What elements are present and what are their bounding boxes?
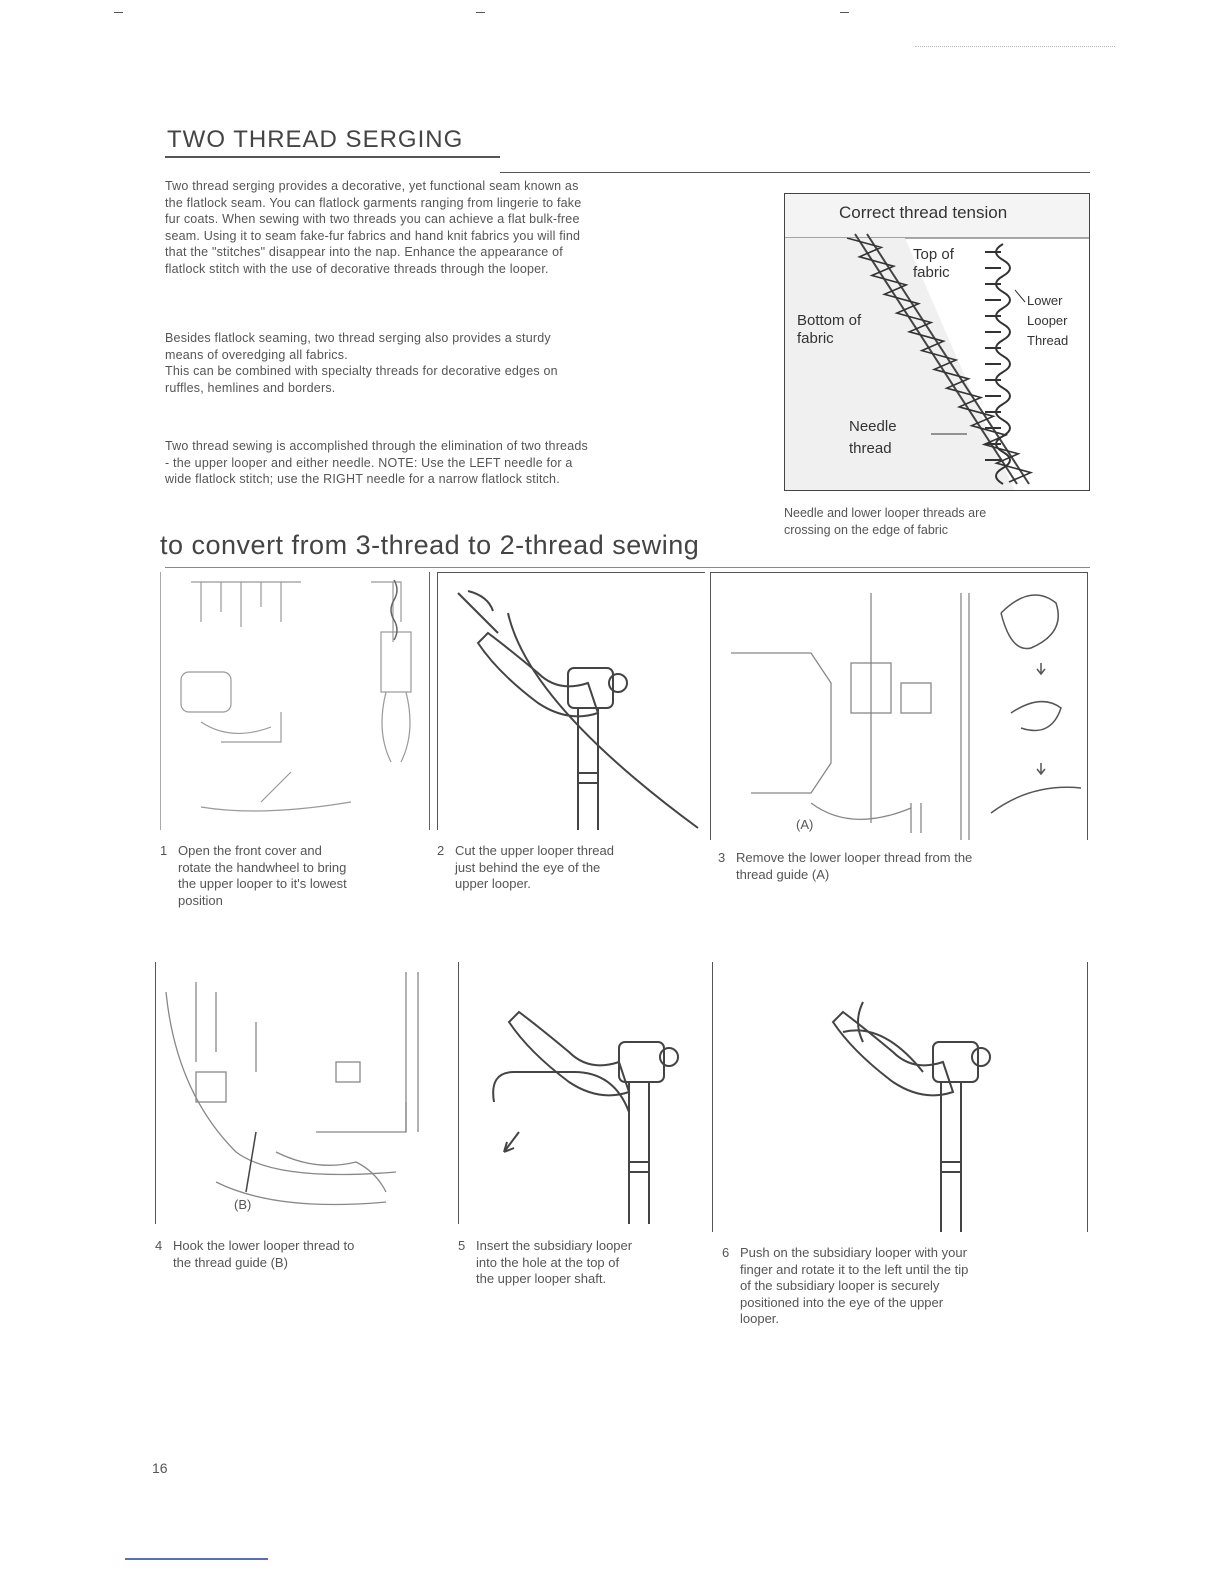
step-line: into the hole at the top of (476, 1254, 620, 1270)
figure-step-4 (155, 962, 455, 1224)
caption-line: Needle and lower looper threads are (784, 506, 987, 520)
step-line: thread guide (A) (736, 866, 830, 882)
step-line: Push on the subsidiary looper with your (740, 1245, 967, 1260)
figure-step-2 (437, 572, 705, 830)
tension-heading: Correct thread tension (839, 203, 1008, 222)
hook-thread-illustration (156, 962, 455, 1224)
label-lower-looper-1: Lower (1027, 293, 1063, 308)
figure-label-b: (B) (234, 1197, 252, 1212)
intro-line: seam. Using it to seam fake-fur fabrics and hand knit fabrics you will find (165, 228, 581, 243)
step-number: 2 (437, 843, 445, 858)
figure-step-6 (712, 962, 1088, 1232)
step-line: finger and rotate it to the left until the tip (740, 1261, 969, 1277)
title-rule (165, 156, 500, 158)
step-number: 6 (722, 1245, 730, 1260)
label-bottom-of-fabric-2: fabric (797, 330, 834, 347)
step-line: looper. (740, 1311, 780, 1326)
insert-subsidiary-looper-illustration (459, 962, 708, 1224)
intro-line: wide flatlock stitch; use the RIGHT needle for a narrow flatlock stitch. (165, 472, 560, 487)
step-line: Remove the lower looper thread from the (736, 850, 973, 865)
page-number: 16 (152, 1460, 168, 1476)
intro-line: Besides flatlock seaming, two thread serging also provides a sturdy (165, 331, 551, 345)
convert-rule (165, 567, 1090, 568)
step-number: 5 (458, 1238, 466, 1253)
header-rule (500, 172, 1090, 173)
intro-line: that the "stitches" disappear into the nap. Enhance the appearance of (165, 245, 563, 260)
figure-step-1 (160, 572, 430, 830)
label-needle-thread-2: thread (849, 440, 892, 457)
scan-mark (476, 12, 485, 13)
label-top-of-fabric-2: fabric (913, 264, 950, 281)
step-line: Cut the upper looper thread (455, 843, 614, 858)
step-line: rotate the handwheel to bring (178, 859, 347, 875)
step-line: upper looper. (455, 876, 531, 891)
page-title: TWO THREAD SERGING (167, 126, 464, 153)
scan-mark (840, 12, 849, 13)
rotate-subsidiary-looper-illustration (713, 962, 1088, 1232)
intro-line: Two thread serging provides a decorative, yet functional seam known as (165, 179, 579, 193)
figure-step-5 (458, 962, 708, 1224)
step-line: the upper looper to it's lowest (178, 876, 347, 891)
step-line: Hook the lower looper thread to (173, 1238, 355, 1253)
label-lower-looper-2: Looper (1027, 313, 1068, 328)
label-bottom-of-fabric-1: Bottom of (797, 312, 862, 329)
label-top-of-fabric-1: Top of (913, 246, 954, 263)
step-line: position (178, 892, 223, 908)
convert-heading: to convert from 3-thread to 2-thread sewing (160, 530, 700, 560)
label-needle-thread-1: Needle (849, 418, 897, 435)
step-number: 1 (160, 843, 168, 858)
step-line: Open the front cover and (178, 843, 322, 858)
tension-caption (784, 505, 1094, 539)
label-lower-looper-3: Thread (1027, 333, 1069, 348)
step-line: of the subsidiary looper is securely (740, 1278, 940, 1293)
scan-noise (915, 46, 1115, 47)
intro-line: the flatlock seam. You can flatlock garments ranging from lingerie to fake (165, 195, 582, 210)
intro-line: fur coats. When sewing with two threads you can achieve a flat bulk-free (165, 212, 580, 227)
intro-paragraph-3 (165, 438, 760, 488)
step-number: 4 (155, 1238, 163, 1253)
figure-step-3 (710, 572, 1088, 840)
cut-upper-looper-illustration (438, 573, 705, 830)
intro-line: Two thread sewing is accomplished through the elimination of two threads (165, 439, 588, 453)
intro-line: - the upper looper and either needle. NOTE: Use the LEFT needle for a (165, 455, 573, 470)
step-line: just behind the eye of the (455, 859, 601, 875)
scan-mark (114, 12, 123, 13)
figure-label-a: (A) (796, 817, 814, 832)
footer-line (125, 1558, 268, 1560)
remove-thread-illustration (711, 573, 1088, 840)
intro-line: ruffles, hemlines and borders. (165, 380, 336, 395)
thread-tension-figure (784, 193, 1090, 491)
intro-paragraph-2 (165, 330, 760, 396)
step-line: the thread guide (B) (173, 1254, 288, 1270)
step-line: Insert the subsidiary looper (476, 1238, 633, 1253)
step-line: positioned into the eye of the upper (740, 1294, 944, 1310)
step-number: 3 (718, 850, 726, 865)
serger-front-illustration (161, 572, 430, 830)
intro-line: flatlock stitch with the use of decorative threads through the looper. (165, 261, 549, 276)
intro-line: means of overedging all fabrics. (165, 347, 348, 362)
step-line: the upper looper shaft. (476, 1271, 607, 1286)
intro-paragraph-1 (165, 178, 760, 278)
intro-line: This can be combined with specialty threads for decorative edges on (165, 364, 558, 379)
caption-line: crossing on the edge of fabric (784, 523, 948, 537)
